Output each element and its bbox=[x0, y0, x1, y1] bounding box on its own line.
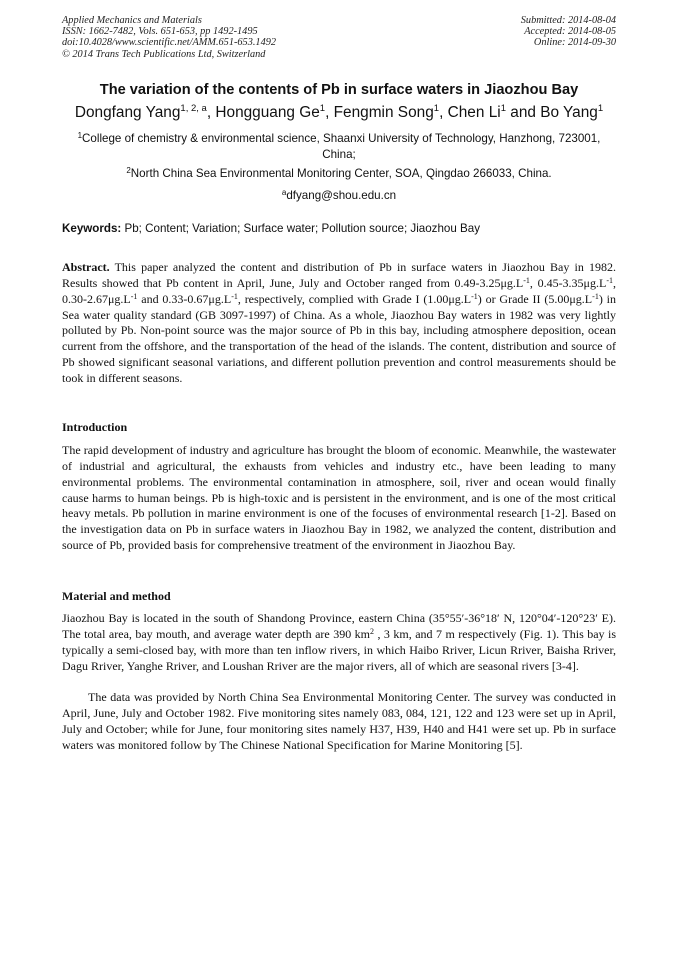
author-affiliation-mark: 1 bbox=[433, 103, 440, 114]
paper-title: The variation of the contents of Pb in surface waters in Jiaozhou Bay bbox=[99, 82, 579, 98]
abstract-text: , 0.45-3.35μg.L bbox=[529, 275, 607, 290]
author-affiliation-mark: 1, 2, a bbox=[180, 103, 207, 114]
accepted-date: Accepted: 2014-08-05 bbox=[524, 26, 616, 38]
unit-exponent: -1 bbox=[130, 291, 138, 301]
abstract bbox=[62, 260, 616, 387]
affiliation-mark: a bbox=[281, 188, 287, 197]
issn-line: ISSN: 1662-7482, Vols. 651-653, pp 1492-1495 bbox=[62, 26, 258, 38]
author-list bbox=[0, 104, 678, 122]
online-date: Online: 2014-09-30 bbox=[533, 37, 616, 49]
abstract-text: ) or Grade II (5.00μg.L bbox=[477, 291, 593, 306]
author-name: Hongguang Ge bbox=[215, 104, 320, 121]
author-email bbox=[62, 188, 616, 204]
journal-name: Applied Mechanics and Materials bbox=[62, 15, 202, 26]
author-affiliation-mark: 1 bbox=[597, 103, 604, 114]
author-name: Dongfang Yang bbox=[74, 104, 181, 121]
abstract-text: ) in Sea water quality standard (GB 3097-1997) of China. As a whole, Jiaozhou Bay waters in 1982 was very lightly polluted by Pb. Non-point source was the major source of Pb in this bay, including atmosphere deposition, ocean current from the offshore, and the transportation of the head of the islands. The content, distribution and source of Pb showed significant seasonal variations, and different pollution prevention and control measurements should be took in different seasons. bbox=[62, 291, 616, 385]
keywords-label: Keywords: bbox=[62, 222, 122, 235]
affiliation-1 bbox=[62, 131, 616, 163]
affiliation-text: College of chemistry & environmental science, Shaanxi University of Technology, Hanzhong, 723001, China; bbox=[82, 132, 601, 161]
method-text: Jiaozhou Bay is located in the south of Shandong Province, eastern China (35°55′-36°18′ N, 120°04′-120°23′ E). The total area, bay mouth, and average water depth are 390 km bbox=[62, 611, 616, 641]
unit-exponent: -1 bbox=[592, 291, 599, 301]
submitted-date: Submitted: 2014-08-04 bbox=[520, 15, 616, 26]
keywords-text: Pb; Content; Variation; Surface water; Pollution source; Jiaozhou Bay bbox=[121, 222, 481, 235]
author-name: Bo Yang bbox=[540, 104, 598, 121]
keywords bbox=[62, 222, 616, 235]
author-affiliation-mark: 1 bbox=[319, 103, 326, 114]
author-separator: , bbox=[206, 104, 216, 121]
author-separator: , bbox=[325, 104, 334, 121]
affiliation-text: North China Sea Environmental Monitoring Center, SOA, Qingdao 266033, China. bbox=[130, 167, 552, 180]
affiliation-2 bbox=[62, 166, 616, 182]
author-affiliation-mark: 1 bbox=[500, 103, 506, 114]
author-name: Fengmin Song bbox=[333, 104, 434, 121]
submission-dates bbox=[521, 15, 616, 49]
author-separator: and bbox=[505, 104, 541, 121]
method-text: , 3 km, and 7 m respectively (Fig. 1). This bay is typically a semi-closed bay, with more than ten inflow rivers, in which Haibo Rriver, Licun Rriver, Baisha Rriver, Dagu Rriver, Yanghe Rriver, and Loushan Rriver are the major rivers, all of which are seasonal rivers [3-4]. bbox=[62, 626, 616, 673]
method-heading: Material and method bbox=[62, 589, 171, 603]
introduction-paragraph: The rapid development of industry and agriculture has brought the bloom of economic. Meanwhile, the wastewater of industrial and agricultural, the exhausts from vehicles and industry etc., have been leading to many environmental problems. The environmental contamination in atmosphere, soil, river and ocean would finally cause harms to human beings. Pb is high-toxic and is persistent in the environment, and is one of the most critical heavy metals. Pb pollution in marine environment is one of the focuses of environmental research [1-2]. Based on the investigation data on Pb in surface waters in Jiaozhou Bay in 1982, we analyzed the content, distribution and source of Pb, provided basis for comprehensive treatment of the environment in Jiaozhou Bay. bbox=[62, 443, 616, 553]
unit-exponent: 2 bbox=[370, 626, 374, 636]
method-paragraph-2: The data was provided by North China Sea Environmental Monitoring Center. The survey was conducted in April, June, July and October 1982. Five monitoring sites namely 083, 084, 121, 122 and 123 were set up in April, July and October; while for June, four monitoring sites namely H37, H39, H40 and H41 were set up. Pb in surface waters was monitored follow by The Chinese National Specification for Marine Monitoring [5]. bbox=[62, 690, 616, 752]
copyright-line: © 2014 Trans Tech Publications Ltd, Switzerland bbox=[62, 48, 266, 60]
abstract-text: This paper analyzed the content and distribution of Pb in surface waters in Jiaozhou Bay in 1982. Results showed that Pb content in April, June, July and October ranged from 0.49-3.25μg.L bbox=[62, 260, 616, 290]
email-text: dfyang@shou.edu.cn bbox=[286, 189, 397, 202]
affiliation-mark: 2 bbox=[126, 166, 131, 175]
author-separator: , bbox=[439, 104, 448, 121]
abstract-text: and 0.33-0.67μg.L bbox=[137, 291, 232, 306]
unit-exponent: -1 bbox=[471, 291, 478, 301]
introduction-heading: Introduction bbox=[62, 420, 128, 434]
doi-line: doi:10.4028/www.scientific.net/AMM.651-653.1492 bbox=[62, 37, 277, 49]
abstract-text: , respectively, complied with Grade I (1.00μg.L bbox=[237, 291, 472, 306]
unit-exponent: -1 bbox=[606, 275, 613, 285]
unit-exponent: -1 bbox=[523, 275, 530, 285]
abstract-text: , 0.30-2.67μg.L bbox=[62, 275, 616, 306]
unit-exponent: -1 bbox=[231, 291, 238, 301]
journal-info bbox=[62, 15, 276, 60]
affiliation-mark: 1 bbox=[77, 131, 83, 140]
abstract-label: Abstract. bbox=[62, 260, 110, 274]
method-paragraph-1 bbox=[62, 611, 616, 674]
author-name: Chen Li bbox=[447, 104, 501, 121]
